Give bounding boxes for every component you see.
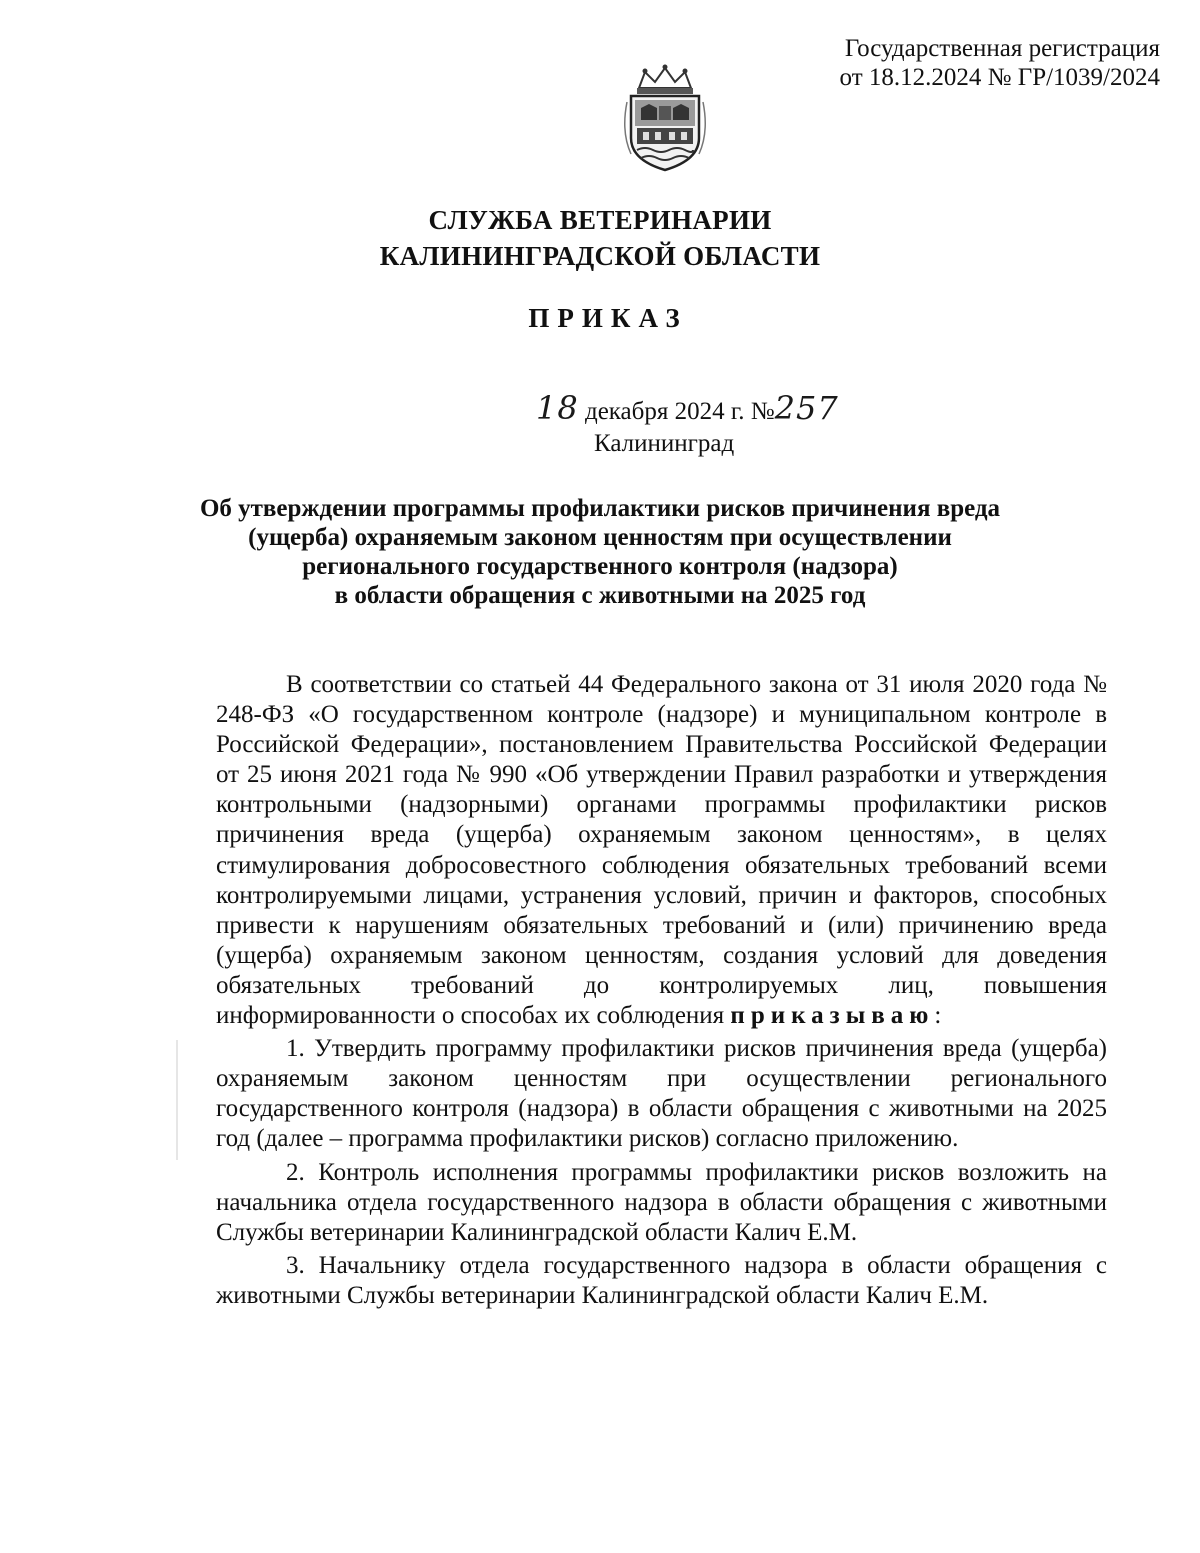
order-subject: [170, 494, 1030, 610]
registration-stamp: [760, 34, 1160, 92]
agency-name-line-1: СЛУЖБА ВЕТЕРИНАРИИ: [428, 205, 772, 235]
item-1: 1. Утвердить программу профилактики рисков причинения вреда (ущерба) охраняемым законом ценностям при осуществлении регионального государственного контроля (надзора) в области обращения с животными на 2025 год (далее – программа профилактики рисков) согласно приложению.: [216, 1035, 1107, 1153]
registration-line-2: от 18.12.2024 № ГР/1039/2024: [839, 64, 1160, 91]
city: Калининград: [594, 430, 735, 457]
order-date: [536, 389, 839, 428]
subject-line-4: в области обращения с животными на 2025 год: [334, 582, 866, 609]
agency-name: [0, 202, 1200, 274]
subject-line-1: Об утверждении программы профилактики рисков причинения вреда: [199, 495, 1001, 522]
subject-line-3: регионального государственного контроля (надзора): [302, 553, 898, 580]
order-body: [216, 670, 1107, 1311]
subject-line-2: (ущерба) охраняемым законом ценностям при осуществлении: [248, 524, 952, 551]
order-colon: :: [934, 1002, 942, 1030]
preamble-text: В соответствии со статьей 44 Федерального закона от 31 июля 2020 года № 248-ФЗ «О государственном контроле (надзоре) и муниципальном контроле в Российской Федерации», постановлением Правительства Российской Федерации от 25 июня 2021 года № 990 «Об утверждении Правил разработки и утверждения контрольными (надзорными) органами программы профилактики рисков причинения вреда (ущерба) охраняемым законом ценностям», в целях стимулирования добросовестного соблюдения обязательных требований всеми контролируемыми лицами, устранения условий, причин и факторов, способных привести к нарушениям обязательных требований и (или) причинению вреда (ущерба) охраняемым законом ценностям, создания условий для доведения обязательных требований до контролируемых лиц, повышения информированности о способах их соблюдения: [216, 671, 1107, 1030]
kaliningrad-coat-of-arms-icon: [617, 62, 713, 174]
agency-name-line-2: КАЛИНИНГРАДСКОЙ ОБЛАСТИ: [379, 241, 821, 271]
handwritten-number: 257: [774, 389, 839, 427]
order-word: приказываю: [730, 1002, 935, 1030]
date-month-year: декабря 2024 г. №: [584, 398, 775, 425]
registration-line-1: Государственная регистрация: [844, 35, 1160, 62]
item-2: 2. Контроль исполнения программы профилактики рисков возложить на начальника отдела государственного надзора в области обращения с животными Службы ветеринарии Калининградской области Калич Е.М.: [216, 1158, 1107, 1246]
preamble-paragraph: [216, 670, 1107, 1031]
scan-margin-mark: [176, 1040, 178, 1160]
document-type: ПРИКАЗ: [528, 303, 688, 333]
handwritten-day: 18: [536, 389, 579, 427]
item-3: 3. Начальнику отдела государственного надзора в области обращения с животными Службы ветеринарии Калининградской области Калич Е.М.: [216, 1251, 1107, 1309]
